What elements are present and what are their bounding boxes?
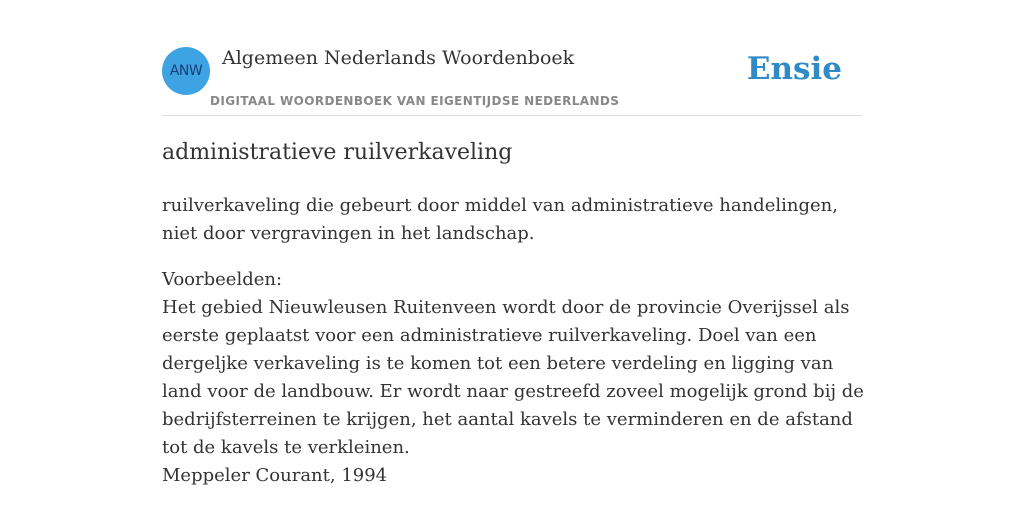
example-source: Meppeler Courant, 1994 — [162, 465, 388, 486]
site-subtitle: DIGITAAL WOORDENBOEK VAN EIGENTIJDSE NEDERLANDS — [210, 94, 620, 108]
site-title[interactable]: Algemeen Nederlands Woordenboek — [222, 47, 575, 69]
entry-content — [162, 192, 864, 490]
entry-definition: ruilverkaveling die gebeurt door middel van administratieve handelingen, niet door vergravingen in het landschap. — [162, 195, 838, 244]
site-header — [162, 45, 862, 116]
examples-block — [162, 266, 864, 490]
example-text: Het gebied Nieuwleusen Ruitenveen wordt door de provincie Overijssel als eerste geplaatst voor een administratieve ruilverkaveling. Doel van een dergeljke verkaveling is te komen tot een betere verdeling en ligging van land voor de landbouw. Er wordt naar gestreefd zoveel mogelijk grond bij de bedrijfsterreinen te krijgen, het aantal kavels te verminderen en de afstand tot de kavels te verkleinen. — [162, 297, 864, 458]
logo-text: ANW — [169, 63, 203, 79]
anw-logo[interactable] — [162, 47, 210, 95]
entry-title: administratieve ruilverkaveling — [162, 140, 513, 165]
examples-label: Voorbeelden: — [162, 269, 283, 290]
ensie-brand-logo[interactable]: Ensie — [746, 51, 842, 87]
